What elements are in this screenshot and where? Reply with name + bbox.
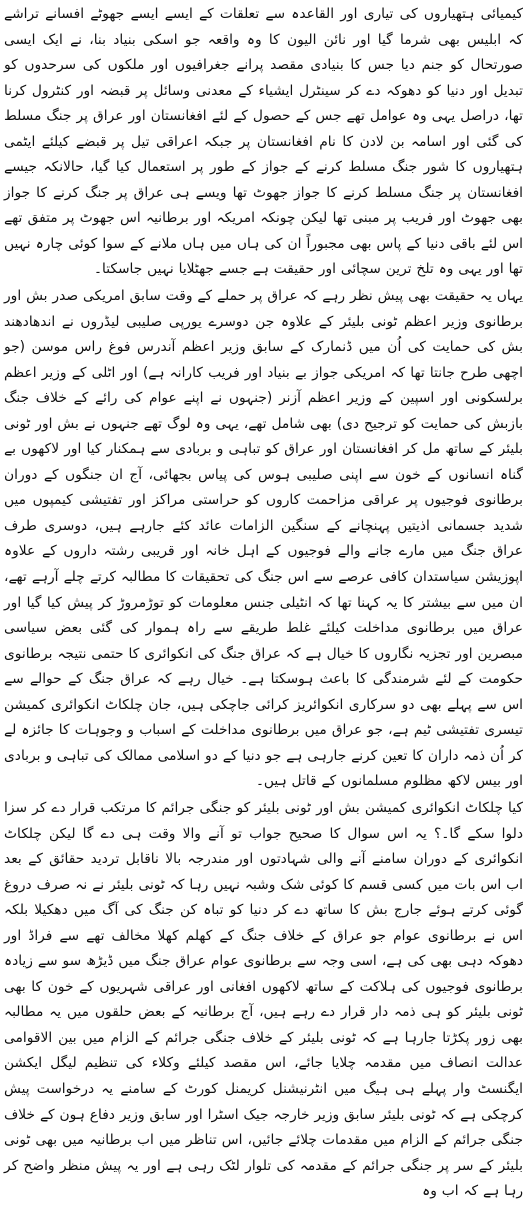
article-paragraph-2: یہاں یہ حقیقت بھی پیش نظر رہے کہ عراق پر حملے کے وقت سابق امریکی صدر بش اور برطانوی وزیر اعظم ٹونی بلیئر کے علاوہ جن دوسرے یورپی صلیبی لیڈروں نے اندھادھند بش کی حمایت کی اُن میں ڈنمارک کے سابق وزیر اعظم آندرس فوغ راس موسن (جو اچھی طرح جانتا تھا کہ امریکی جواز بے بنیاد اور فریب کارانہ ہے) اور اٹلی کے وزیر اعظم برلسکونی اور اسپین کے وزیر اعظم آزنر (جنہوں نے اپنے عوام کی رائے کے خلاف جنگ بازبش کی حمایت کو ترجیح دی) بھی شامل تھے، یہی وہ لوگ تھے جنہوں نے بش اور ٹونی بلیئر کے ساتھ مل کر افغانستان اور عراق کو تباہی و بربادی سے ہمکنار کیا اور لاکھوں بے گناہ انسانوں کے خون سے اپنی صلیبی ہوس کی پیاس بجھائی، آج ان جنگوں کے دوران برطانوی فوجیوں پر عراقی مزاحمت کاروں کو حراستی مراکز اور تفتیشی کیمپوں میں شدید جسمانی اذیتیں پہنچانے کے سنگین الزامات عائد کئے جارہے ہیں، دوسری طرف عراق جنگ میں مارے جانے والے فوجیوں کے اہل خانہ اور قریبی رشتہ داروں کے علاوہ اپوزیشن سیاستدان کافی عرصے سے اس جنگ کی تحقیقات کا مطالبہ کرتے چلے آرہے تھے، ان میں سے بیشتر کا یہ کہنا تھا کہ انٹیلی جنس معلومات کو توڑمروڑ کر پیش کیا گیا اور عراق میں برطانوی مداخلت کیلئے غلط طریقے سے راہ ہموار کی گئی بعض سیاسی مبصرین اور تجزیہ نگاروں کا خیال ہے کہ عراق جنگ کی انکوائری کا حتمی نتیجہ برطانوی حکومت کے لئے شرمندگی کا باعث ہوسکتا ہے۔ خیال رہے کہ عراق جنگ کے حوالے سے اس سے پہلے بھی دو سرکاری انکوائریز کرائی جاچکی ہیں، جان چلکاٹ انکوائری کمیشن تیسری تفتیشی ٹیم ہے، جو عراق میں برطانوی مداخلت کے اسباب و وجوہات کا جائزہ لے کر اُن ذمہ داران کا تعین کرنے جارہی ہے جو دنیا کے دو اسلامی ممالک کی تباہی و بربادی اور بیس لاکھ مظلوم مسلمانوں کے قاتل ہیں۔: [4, 288, 523, 790]
article-paragraph-3: کیا چلکاٹ انکوائری کمیشن بش اور ٹونی بلیئر کو جنگی جرائم کا مرتکب قرار دے کر سزا دلوا سکے گا۔؟ یہ اس سوال کا صحیح جواب تو آنے والا وقت ہی دے گا لیکن چلکاٹ انکوائری کے دوران سامنے آنے والی شہادتوں اور مندرجہ بالا ناقابل تردید حقائق کے بعد اب اس بات میں کسی قسم کا کوئی شک وشبہ نہیں رہا کہ ٹونی بلیئر نے نہ صرف دروغ گوئی کرتے ہوئے جارج بش کا ساتھ دے کر دنیا کو تباہ کن جنگ کی آگ میں دھکیلا بلکہ اس نے برطانوی عوام جو عراق کے خلاف جنگ کے کھلم کھلا مخالف تھے سے فراڈ اور دھوکہ دہی بھی کی ہے، اسی وجہ سے برطانوی عوام عراق جنگ میں ڈیڑھ سو سے زیادہ برطانوی فوجیوں کی ہلاکت کے ساتھ لاکھوں افغانی اور عراقی شہریوں کے خون کا بھی ٹونی بلیئر کو ہی ذمہ دار قرار دے رہے ہیں، آج برطانیہ کے بعض حلقوں میں یہ مطالبہ بھی زور پکڑتا جارہا ہے کہ ٹونی بلیئر کے خلاف جنگی جرائم کے الزام میں بین الاقوامی عدالت انصاف میں مقدمہ چلایا جائے، اس مقصد کیلئے وکلاء کی تنظیم لیگل ایکشن ایگنسٹ وار پہلے ہی ہیگ میں انٹرنیشنل کریمنل کورٹ کے سامنے یہ درخواست پیش کرچکی ہے کہ ٹونی بلیئر سابق وزیر خارجہ جیک اسٹرا اور سابق وزیر دفاع ہون کے خلاف جنگی جرائم کے الزام میں مقدمات چلائے جائیں، اس تناظر میں اب برطانیہ میں بھی ٹونی بلیئر کے سر پر جنگی جرائم کے مقدمہ کی تلوار لٹک رہی ہے اور یہ پیش منظر واضح کر رہا ہے کہ اب وہ: [4, 799, 523, 1200]
article-paragraph-1: کیمیائی ہتھیاروں کی تیاری اور القاعدہ سے تعلقات کے ایسے ایسے جھوٹے افسانے تراشے کہ ابلیس بھی شرما گیا اور نائن الیون کا وہ واقعہ جو اسکی بنیاد بنا، نے ایک ایسی صورتحال کو جنم دیا جس کا بنیادی مقصد پرانے جغرافیوں اور ملکوں کی سرحدوں کو تبدیل اور دنیا کو دھوکہ دے کر سینٹرل ایشیاء کے معدنی وسائل پر قبضہ اور کنٹرول کرنا تھا، دراصل یہی وہ عوامل تھے جس کے حصول کے لئے افغانستان اور عراق پر جنگ مسلط کی گئی اور اسامہ بن لادن کا نام افغانستان پر جبکہ اعراقی تیل پر قبضے کیلئے ایٹمی ہتھیاروں کا شور جنگ مسلط کرنے کے جواز کے طور پر استعمال کیا گیا، حالانکہ جیسے افغانستان پر جنگ مسلط کرنے کا جواز جھوٹ تھا ویسے ہی عراق پر جنگ کرنے کا جواز بھی جھوٹ اور فریب پر مبنی تھا لیکن چونکہ امریکہ اور برطانیہ اس جھوٹ پر متفق تھے اس لئے باقی دنیا کے پاس بھی مجبوراً ان کی ہاں میں ہاں ملانے کے سوا کوئی چارہ نہیں تھا اور یہی وہ تلخ ترین سچائی اور حقیقت ہے جسے جھٹلایا نہیں جاسکتا۔: [4, 6, 523, 278]
